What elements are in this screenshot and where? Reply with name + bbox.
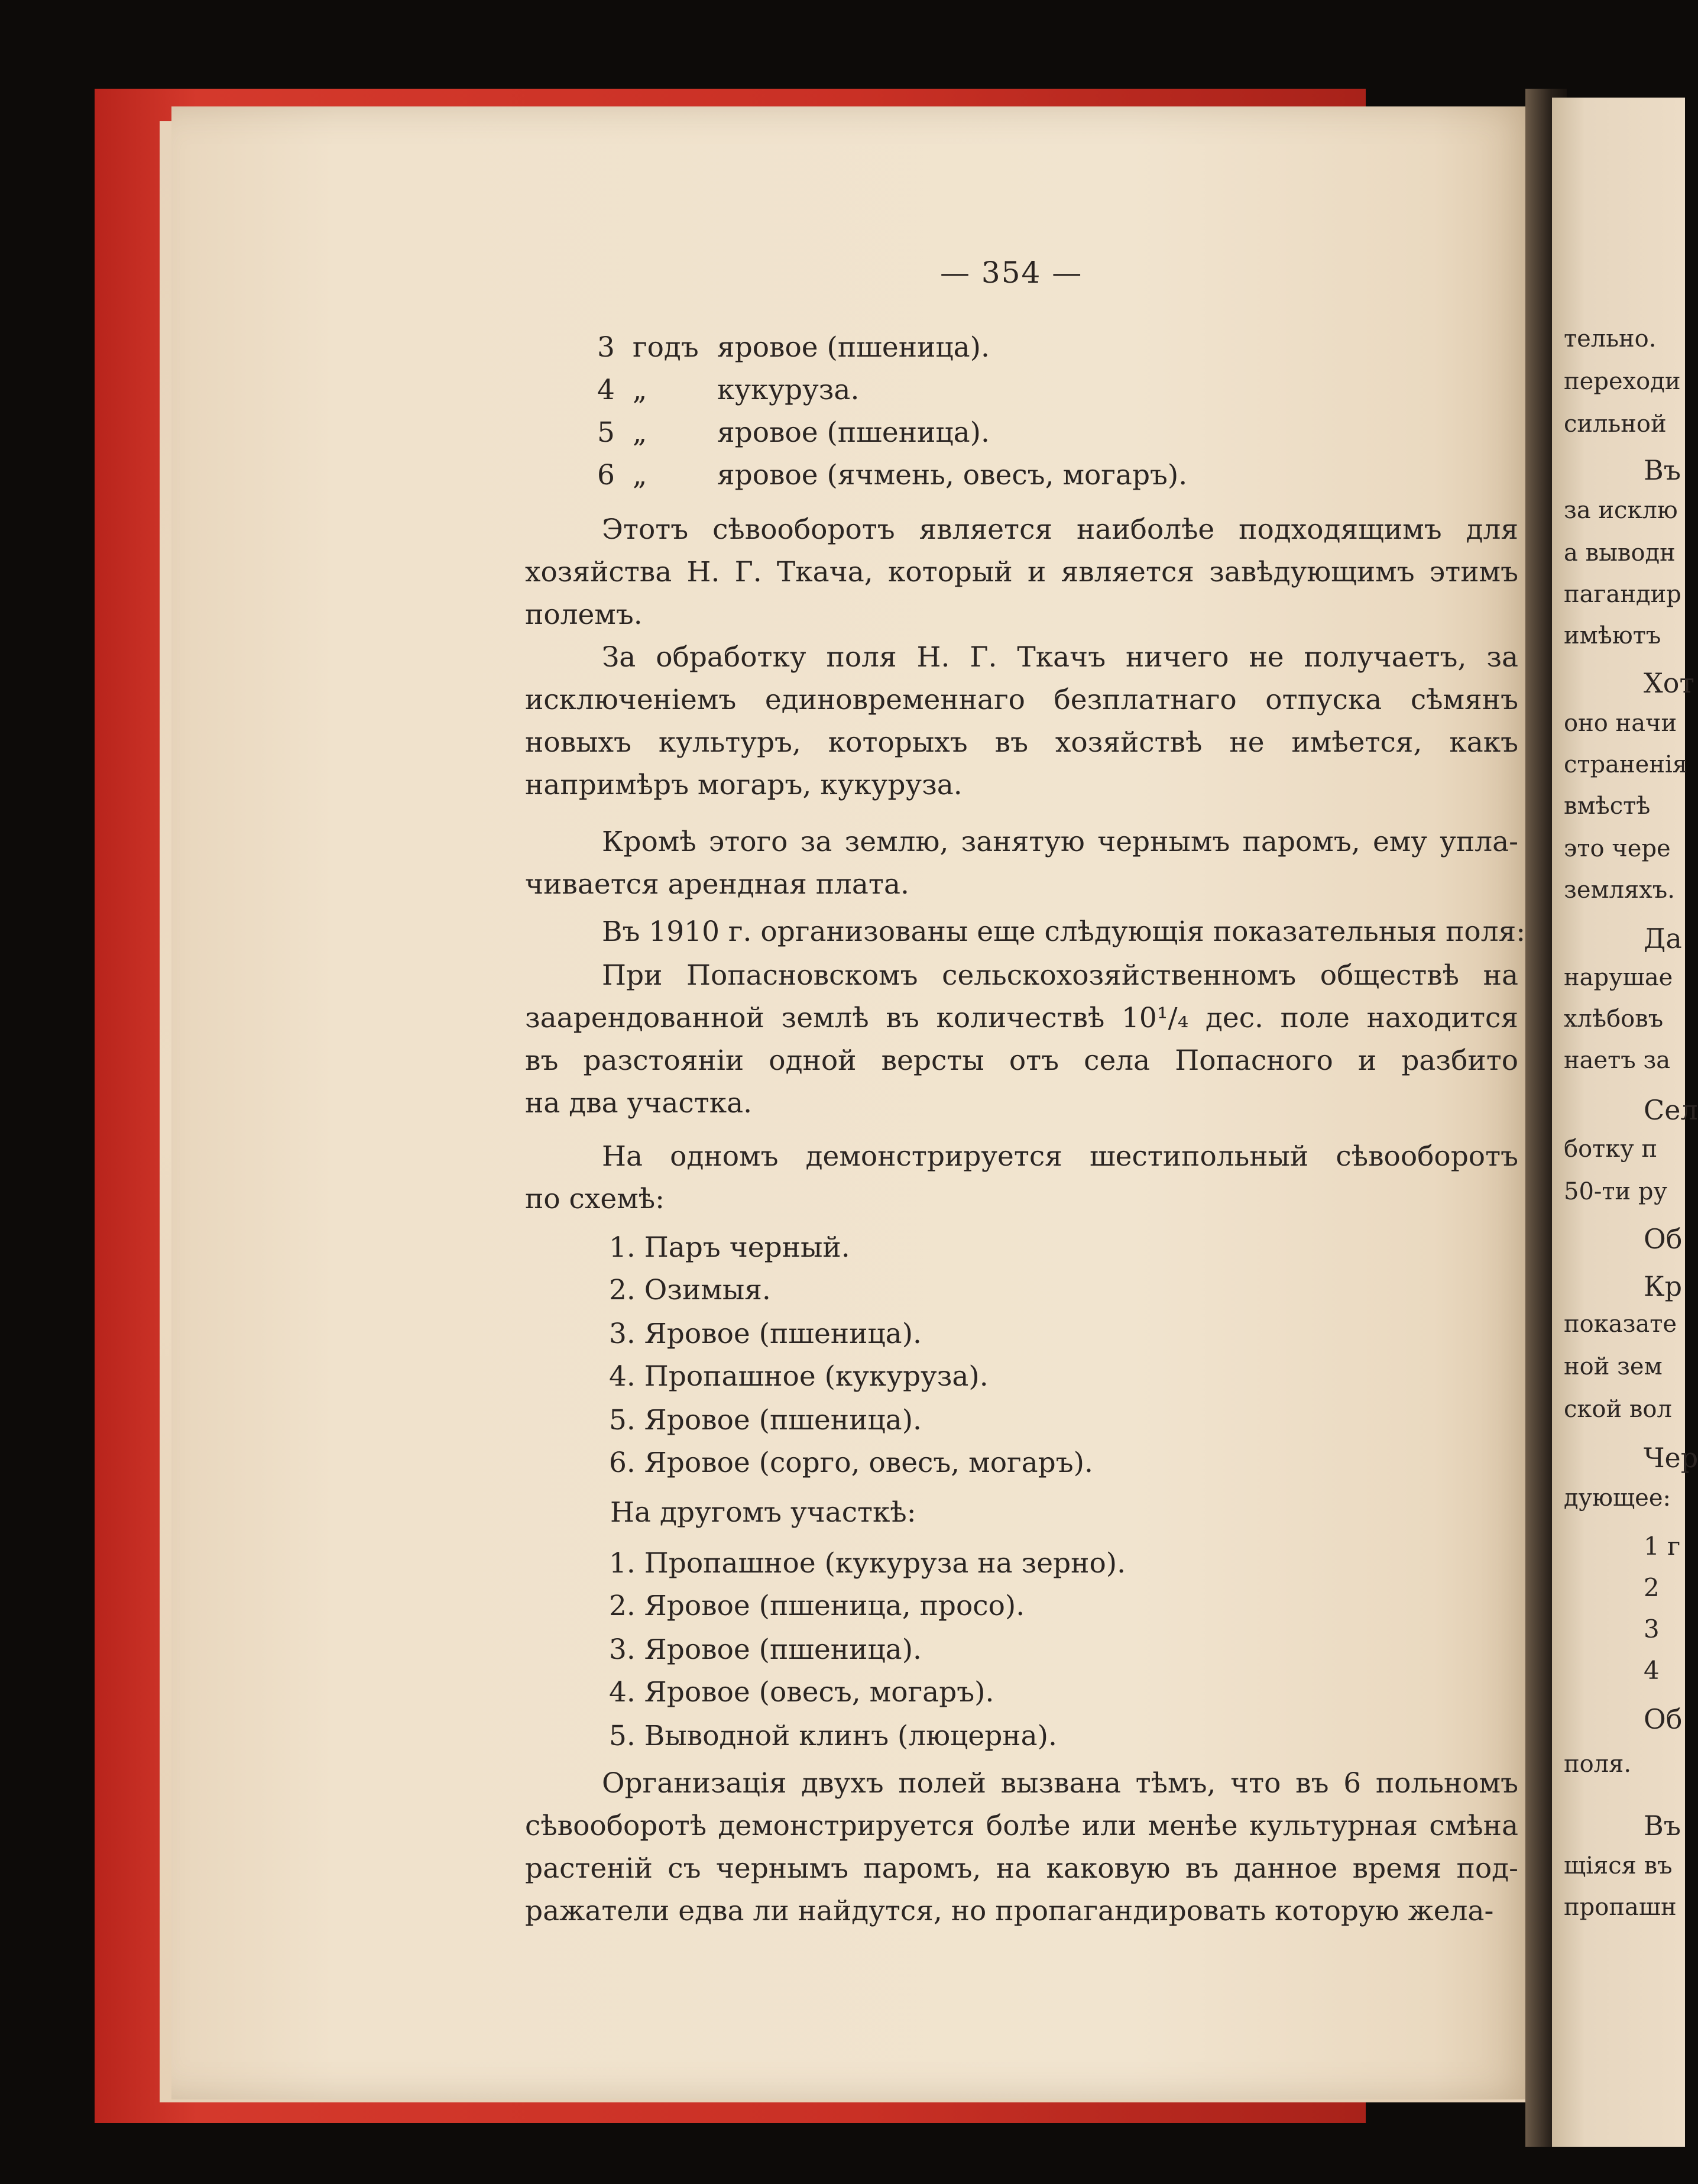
rotation-year-number: 4 [597,374,615,406]
right-page-line: дующее: [1564,1484,1671,1512]
right-page-line: пагандир [1564,581,1681,608]
right-page-line: имѣютъ [1564,622,1661,649]
paragraph-1-line: хозяйства Н. Г. Ткача, который и является завѣдующимъ этимъ [525,556,1518,588]
right-page-line: нарушае [1564,964,1673,991]
rotation-a-item: 4. Пропашное (кукуруза). [609,1360,989,1393]
right-page-line: страненія [1564,751,1688,778]
paragraph-8-line: растеній съ чернымъ паромъ, на каковую въ данное время под- [525,1852,1518,1885]
rotation-a-item: 5. Яровое (пшеница). [609,1404,922,1436]
rotation-year-marker: „ [633,459,647,491]
paragraph-1-line: Этотъ сѣвооборотъ является наиболѣе подходящимъ для [602,513,1518,546]
paragraph-6-line: На одномъ демонстрируется шестипольный сѣвооборотъ [602,1140,1518,1173]
paragraph-5-line: на два участка. [525,1087,753,1119]
rotation-a-item: 2. Озимыя. [609,1274,771,1306]
rotation-b-item: 3. Яровое (пшеница). [609,1633,922,1666]
right-page [1552,98,1698,2147]
right-page-line: переходи [1564,368,1681,395]
rotation-crop: яровое (пшеница). [717,416,990,449]
paragraph-2-line: исключеніемъ единовременнаго безплатнаго отпуска сѣмянъ [525,684,1518,716]
paragraph-5-line: заарендованной землѣ въ количествѣ 10¹/₄ дес. поле находится [525,1002,1518,1034]
right-page-line: щіяся въ [1564,1852,1673,1879]
paragraph-2-line: напримѣръ могаръ, кукуруза. [525,769,963,801]
right-page-line: пропашн [1564,1894,1677,1921]
right-page-line: ботку п [1564,1135,1658,1163]
paragraph-4-line: Въ 1910 г. организованы еще слѣдующія показательныя поля: [602,915,1526,948]
right-page-line: ской вол [1564,1396,1672,1423]
right-page-line: за исклю [1564,497,1678,524]
rotation-b-item: 2. Яровое (пшеница, просо). [609,1590,1025,1622]
paragraph-6-line: по схемѣ: [525,1183,665,1215]
rotation-year-number: 3 [597,331,615,364]
right-page-line: это чере [1564,835,1671,862]
rotation-a-item: 3. Яровое (пшеница). [609,1318,922,1350]
right-page-line: 1 г [1644,1532,1681,1561]
rotation-year-marker: „ [633,374,647,406]
right-page-line: поля. [1564,1751,1632,1778]
rotation-year-number: 5 [597,416,615,449]
right-page-line: хлѣбовъ [1564,1005,1664,1033]
paragraph-5-line: въ разстояніи одной версты отъ села Попасного и разбито [525,1044,1518,1077]
right-page-line: 2 [1644,1573,1660,1602]
right-page-line: Сел [1644,1094,1698,1126]
rotation-b-item: 1. Пропашное (кукуруза на зерно). [609,1547,1126,1580]
right-page-line: 50-ти ру [1564,1178,1668,1205]
paragraph-2-line: новыхъ культуръ, которыхъ въ хозяйствѣ не имѣется, какъ [525,726,1518,759]
rotation-crop: яровое (пшеница). [717,331,990,364]
right-page-line: тельно. [1564,325,1657,352]
paragraph-8-line: сѣвооборотѣ демонстрируется болѣе или менѣе культурная смѣна [525,1810,1518,1842]
right-page-line: 4 [1644,1656,1660,1685]
rotation-b-item: 4. Яровое (овесъ, могаръ). [609,1676,994,1709]
right-page-line: показате [1564,1311,1677,1338]
right-page-line: 3 [1644,1614,1660,1643]
paragraph-3-line: чивается арендная плата. [525,868,909,901]
rotation-crop: кукуруза. [717,374,860,406]
right-page-line: сильной [1564,410,1667,438]
paragraph-1-line: полемъ. [525,598,643,631]
rotation-a-item: 6. Яровое (сорго, овесъ, могаръ). [609,1447,1093,1479]
rotation-crop: яровое (ячмень, овесъ, могаръ). [717,459,1188,491]
paragraph-7-line: На другомъ участкѣ: [610,1496,916,1529]
right-page-line: а выводн [1564,539,1676,567]
paragraph-2-line: За обработку поля Н. Г. Ткачъ ничего не получаетъ, за [602,641,1518,674]
right-page-line: Об [1644,1703,1683,1735]
right-page-line: Чер [1644,1442,1698,1474]
rotation-a-item: 1. Паръ черный. [609,1231,850,1264]
paragraph-3-line: Кромѣ этого за землю, занятую чернымъ паромъ, ему упла- [602,826,1518,858]
right-page-line: Въ [1644,454,1681,486]
right-page-line: оно начи [1564,710,1677,737]
right-page-line: Хот [1644,667,1694,699]
rotation-year-marker: „ [633,416,647,449]
right-page-line: Об [1644,1223,1683,1255]
right-page-line: земляхъ. [1564,876,1675,904]
rotation-year-number: 6 [597,459,615,491]
paragraph-8-line: ражатели едва ли найдутся, но пропагандировать которую жела- [525,1895,1494,1927]
page-number: — 354 — [940,255,1083,290]
right-page-line: Кр [1644,1270,1683,1302]
right-page-line: наетъ за [1564,1047,1671,1074]
paragraph-5-line: При Попасновскомъ сельскохозяйственномъ обществѣ на [602,959,1518,992]
rotation-b-item: 5. Выводной клинъ (люцерна). [609,1720,1057,1752]
rotation-year-marker: годъ [633,331,699,364]
right-page-line: Да [1644,923,1682,955]
right-page-line: Въ [1644,1810,1681,1842]
right-page-line: вмѣстѣ [1564,792,1651,820]
right-page-line: ной зем [1564,1353,1663,1380]
paragraph-8-line: Организація двухъ полей вызвана тѣмъ, что въ 6 польномъ [602,1767,1518,1800]
